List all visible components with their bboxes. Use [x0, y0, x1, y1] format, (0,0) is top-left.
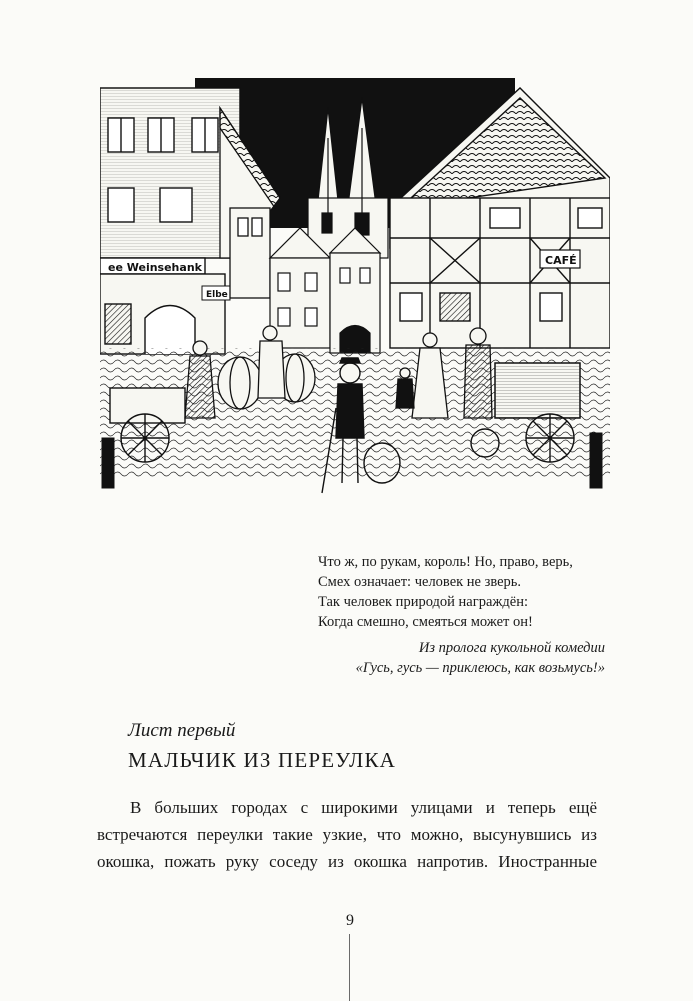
- epigraph-source-title: «Гусь, гусь — приклеюсь, как возьмусь!»: [355, 660, 605, 676]
- epigraph-line: Что ж, по рукам, король! Но, право, верь,: [318, 554, 573, 570]
- street-sign: Elbe: [206, 290, 228, 300]
- page-rule: [349, 934, 350, 1001]
- cafe-sign: CAFÉ: [545, 254, 577, 267]
- chapter-label: Лист первый: [128, 720, 236, 741]
- epigraph-line: Когда смешно, смеяться может он!: [318, 614, 533, 630]
- page-number: 9: [346, 912, 354, 929]
- body-line: встречаются переулки такие узкие, что можно, высунувшись из: [97, 825, 597, 844]
- street-scene-illustration: [100, 78, 610, 518]
- epigraph-source: Из пролога кукольной комедии: [418, 640, 605, 656]
- shop-sign: ee Weinsehank: [108, 261, 202, 274]
- body-line: В больших городах с широкими улицами и теперь ещё: [130, 798, 597, 817]
- epigraph: [318, 552, 618, 678]
- body-line: окошка, пожать руку соседу из окошка напротив. Иностранные: [97, 852, 597, 871]
- left-building: [100, 88, 240, 354]
- epigraph-line: Так человек природой награждён:: [318, 594, 528, 610]
- chapter-title: МАЛЬЧИК ИЗ ПЕРЕУЛКА: [128, 748, 397, 772]
- epigraph-line: Смех означает: человек не зверь.: [318, 574, 522, 590]
- body-text: [97, 794, 597, 875]
